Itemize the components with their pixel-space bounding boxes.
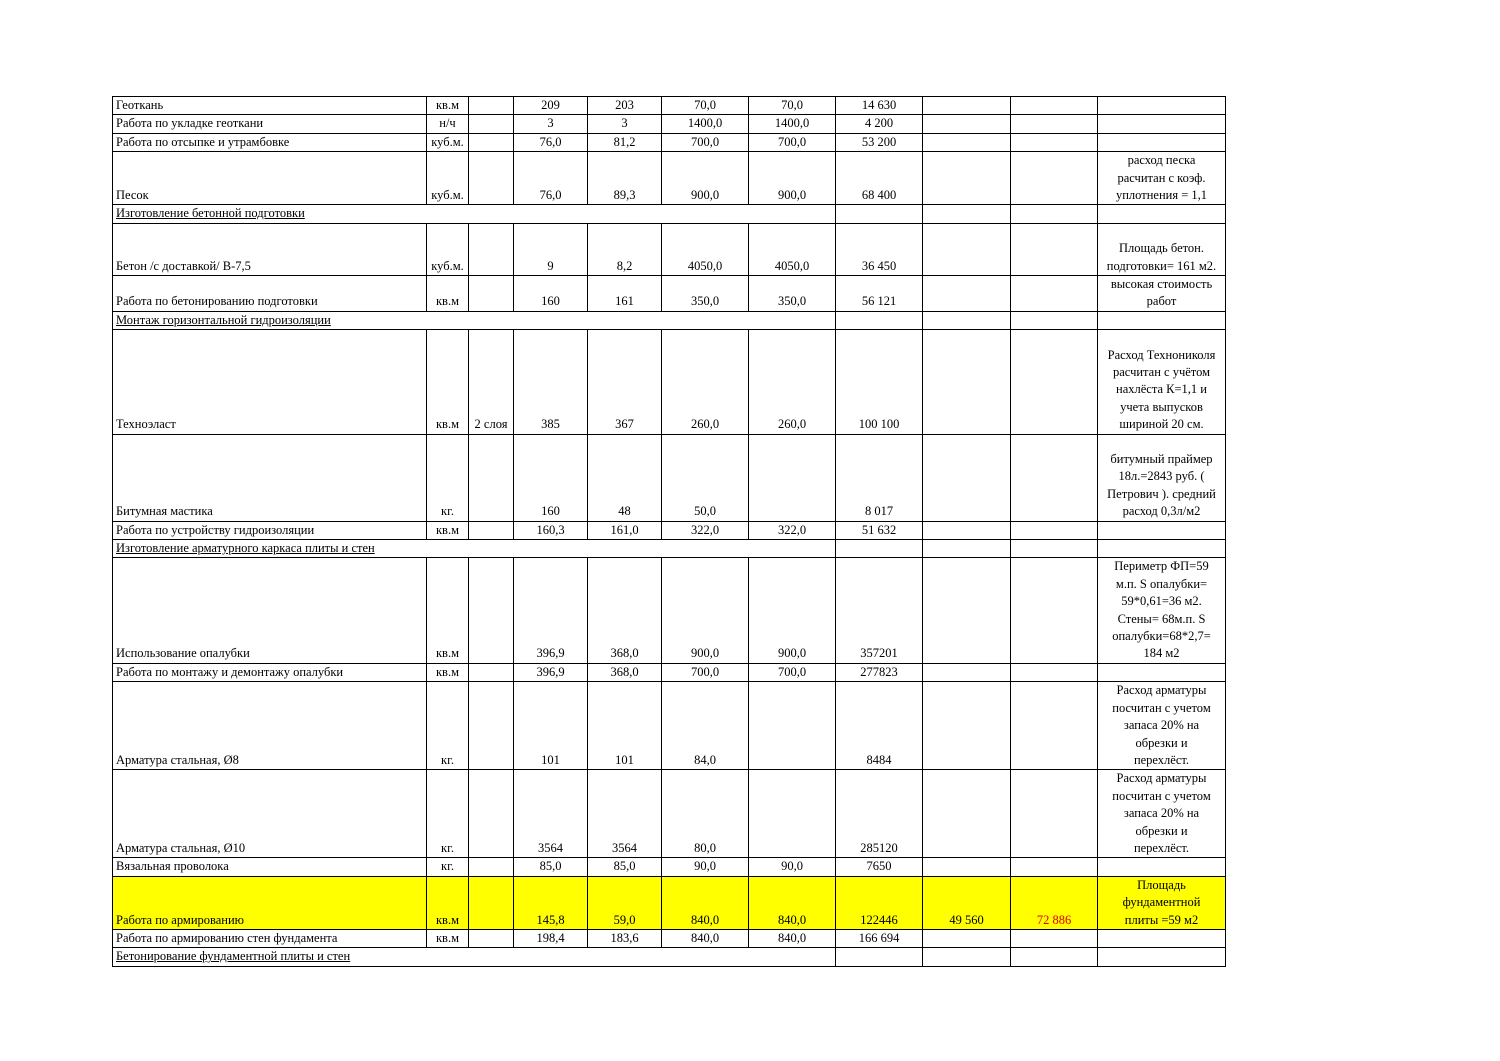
unit: кв.м <box>427 929 469 947</box>
table-row <box>113 770 1226 858</box>
quantity-actual: 183,6 <box>588 929 662 947</box>
quantity-planned: 3 <box>514 115 588 133</box>
item-name: Вязальная проволока <box>113 858 427 876</box>
subtotal-b <box>1011 311 1098 329</box>
note <box>1098 115 1226 133</box>
unit: куб.м. <box>427 152 469 205</box>
subtotal-a <box>923 663 1011 681</box>
extra-spec <box>469 770 514 858</box>
subtotal-b <box>1011 115 1098 133</box>
table-row <box>113 858 1226 876</box>
price-actual: 350,0 <box>749 276 836 312</box>
quantity-actual: 81,2 <box>588 133 662 151</box>
extra-spec <box>469 133 514 151</box>
total-cost: 8484 <box>836 682 923 770</box>
subtotal-b <box>1011 682 1098 770</box>
item-name: Работа по монтажу и демонтажу опалубки <box>113 663 427 681</box>
subtotal-b <box>1011 948 1098 966</box>
quantity-actual: 8,2 <box>588 223 662 275</box>
quantity-planned: 160,3 <box>514 521 588 539</box>
total-cost: 277823 <box>836 663 923 681</box>
note-line: обрезки и <box>1135 823 1188 838</box>
price-actual: 900,0 <box>749 152 836 205</box>
note-line: подготовки= 161 м2. <box>1106 258 1217 273</box>
total-cost: 357201 <box>836 558 923 663</box>
note <box>1098 223 1226 275</box>
subtotal-a <box>923 330 1011 434</box>
quantity-actual: 48 <box>588 434 662 521</box>
quantity-planned: 385 <box>514 330 588 434</box>
price-actual: 700,0 <box>749 133 836 151</box>
section-row <box>113 948 1226 966</box>
table-row <box>113 97 1226 115</box>
subtotal-b <box>1011 434 1098 521</box>
subtotal-a <box>923 223 1011 275</box>
item-name: Работа по устройству гидроизоляции <box>113 521 427 539</box>
note-line: Петрович ). средний <box>1107 486 1216 501</box>
unit: кв.м <box>427 876 469 929</box>
subtotal-a <box>923 311 1011 329</box>
total-cost: 285120 <box>836 770 923 858</box>
price-planned: 50,0 <box>662 434 749 521</box>
table-row <box>113 133 1226 151</box>
extra-spec <box>469 929 514 947</box>
quantity-actual: 161 <box>588 276 662 312</box>
quantity-actual: 368,0 <box>588 558 662 663</box>
note <box>1098 330 1226 434</box>
note-line: посчитан с учетом <box>1112 700 1211 715</box>
total-cost: 4 200 <box>836 115 923 133</box>
note-line: Стены= 68м.п. S <box>1117 611 1206 626</box>
note-line: плиты =59 м2 <box>1124 912 1199 927</box>
total-cost <box>836 948 923 966</box>
price-actual <box>749 682 836 770</box>
extra-spec <box>469 663 514 681</box>
item-name: Использование опалубки <box>113 558 427 663</box>
price-planned: 322,0 <box>662 521 749 539</box>
item-name: Арматура стальная, Ø8 <box>113 682 427 770</box>
quantity-planned: 198,4 <box>514 929 588 947</box>
table-row <box>113 663 1226 681</box>
note <box>1098 276 1226 312</box>
note-line: высокая стоимость <box>1110 277 1213 292</box>
table-row <box>113 682 1226 770</box>
unit: кв.м <box>427 330 469 434</box>
section-row <box>113 311 1226 329</box>
table-row <box>113 558 1226 663</box>
note-line: перехлёст. <box>1133 752 1190 767</box>
extra-spec: 2 слоя <box>469 330 514 434</box>
price-planned: 840,0 <box>662 876 749 929</box>
price-actual: 70,0 <box>749 97 836 115</box>
table-row <box>113 152 1226 205</box>
note-line: Расход арматуры <box>1116 683 1207 698</box>
note <box>1098 929 1226 947</box>
price-actual <box>749 770 836 858</box>
subtotal-a <box>923 682 1011 770</box>
note-line: фундаментной <box>1122 895 1201 910</box>
item-name: Арматура стальная, Ø10 <box>113 770 427 858</box>
total-cost <box>836 205 923 223</box>
subtotal-b <box>1011 770 1098 858</box>
total-cost: 56 121 <box>836 276 923 312</box>
subtotal-a <box>923 276 1011 312</box>
subtotal-b <box>1011 929 1098 947</box>
quantity-planned: 85,0 <box>514 858 588 876</box>
quantity-actual: 59,0 <box>588 876 662 929</box>
subtotal-a <box>923 540 1011 558</box>
subtotal-a <box>923 434 1011 521</box>
item-name: Работа по бетонированию подготовки <box>113 276 427 312</box>
note <box>1098 434 1226 521</box>
estimate-table <box>112 96 1226 967</box>
subtotal-b <box>1011 133 1098 151</box>
subtotal-b <box>1011 97 1098 115</box>
subtotal-a <box>923 152 1011 205</box>
subtotal-a <box>923 115 1011 133</box>
section-title: Монтаж горизонтальной гидроизоляции <box>113 311 836 329</box>
quantity-planned: 76,0 <box>514 133 588 151</box>
quantity-planned: 76,0 <box>514 152 588 205</box>
quantity-actual: 161,0 <box>588 521 662 539</box>
subtotal-a <box>923 97 1011 115</box>
total-cost <box>836 540 923 558</box>
table-row <box>113 521 1226 539</box>
price-planned: 350,0 <box>662 276 749 312</box>
price-actual: 4050,0 <box>749 223 836 275</box>
subtotal-a <box>923 948 1011 966</box>
price-actual: 900,0 <box>749 558 836 663</box>
item-name: Битумная мастика <box>113 434 427 521</box>
quantity-actual: 368,0 <box>588 663 662 681</box>
price-planned: 4050,0 <box>662 223 749 275</box>
unit: кв.м <box>427 663 469 681</box>
note <box>1098 97 1226 115</box>
note-line: шириной 20 см. <box>1119 417 1204 432</box>
total-cost: 166 694 <box>836 929 923 947</box>
price-planned: 1400,0 <box>662 115 749 133</box>
note-line: перехлёст. <box>1133 840 1190 855</box>
note-line: м.п. S опалубки= <box>1115 576 1208 591</box>
note <box>1098 948 1226 966</box>
note <box>1098 663 1226 681</box>
item-name: Работа по отсыпке и утрамбовке <box>113 133 427 151</box>
quantity-actual: 3564 <box>588 770 662 858</box>
subtotal-b <box>1011 223 1098 275</box>
note-line: расчитан с коэф. <box>1117 170 1206 185</box>
unit: кг. <box>427 858 469 876</box>
extra-spec <box>469 682 514 770</box>
price-planned: 70,0 <box>662 97 749 115</box>
subtotal-b <box>1011 276 1098 312</box>
note <box>1098 205 1226 223</box>
unit: кв.м <box>427 521 469 539</box>
subtotal-a <box>923 770 1011 858</box>
section-title: Изготовление бетонной подготовки <box>113 205 836 223</box>
note <box>1098 133 1226 151</box>
quantity-planned: 160 <box>514 276 588 312</box>
note-line: 184 м2 <box>1143 646 1180 661</box>
total-cost: 8 017 <box>836 434 923 521</box>
table-row <box>113 330 1226 434</box>
total-cost: 68 400 <box>836 152 923 205</box>
table-row <box>113 929 1226 947</box>
total-cost: 36 450 <box>836 223 923 275</box>
quantity-planned: 101 <box>514 682 588 770</box>
total-cost: 14 630 <box>836 97 923 115</box>
note <box>1098 858 1226 876</box>
extra-spec <box>469 276 514 312</box>
note-line: расход 0,3л/м2 <box>1122 504 1201 519</box>
subtotal-a <box>923 929 1011 947</box>
section-title: Бетонирование фундаментной плиты и стен <box>113 948 836 966</box>
total-cost: 100 100 <box>836 330 923 434</box>
note-line: Площадь бетон. <box>1119 241 1204 256</box>
total-cost: 53 200 <box>836 133 923 151</box>
quantity-planned: 396,9 <box>514 663 588 681</box>
note-line: учета выпусков <box>1120 399 1203 414</box>
extra-spec <box>469 434 514 521</box>
subtotal-b <box>1011 330 1098 434</box>
price-planned: 700,0 <box>662 663 749 681</box>
subtotal-a <box>923 205 1011 223</box>
note-line: нахлёста К=1,1 и <box>1116 382 1207 397</box>
unit: н/ч <box>427 115 469 133</box>
note-line: расчитан с учётом <box>1112 365 1211 380</box>
quantity-actual: 85,0 <box>588 858 662 876</box>
price-planned: 900,0 <box>662 558 749 663</box>
total-cost: 7650 <box>836 858 923 876</box>
quantity-actual: 203 <box>588 97 662 115</box>
item-name: Работа по армированию <box>113 876 427 929</box>
extra-spec <box>469 876 514 929</box>
extra-spec <box>469 152 514 205</box>
table-row <box>113 276 1226 312</box>
quantity-planned: 396,9 <box>514 558 588 663</box>
quantity-planned: 209 <box>514 97 588 115</box>
price-actual: 260,0 <box>749 330 836 434</box>
subtotal-b <box>1011 205 1098 223</box>
note-line: 59*0,61=36 м2. <box>1121 594 1202 609</box>
note-line: обрезки и <box>1135 735 1188 750</box>
subtotal-a <box>923 558 1011 663</box>
note <box>1098 682 1226 770</box>
item-name: Бетон /с доставкой/ В-7,5 <box>113 223 427 275</box>
subtotal-b <box>1011 558 1098 663</box>
note-line: Периметр ФП=59 <box>1114 559 1209 574</box>
quantity-actual: 101 <box>588 682 662 770</box>
item-name: Работа по укладке геоткани <box>113 115 427 133</box>
price-actual: 322,0 <box>749 521 836 539</box>
note-line: опалубки=68*2,7= <box>1112 629 1211 644</box>
note-line: Площадь <box>1137 877 1186 892</box>
note-line: запаса 20% на <box>1123 806 1200 821</box>
price-planned: 80,0 <box>662 770 749 858</box>
section-row <box>113 540 1226 558</box>
item-name: Техноэласт <box>113 330 427 434</box>
price-planned: 700,0 <box>662 133 749 151</box>
note <box>1098 152 1226 205</box>
price-planned: 900,0 <box>662 152 749 205</box>
total-cost: 51 632 <box>836 521 923 539</box>
note-line: посчитан с учетом <box>1112 788 1211 803</box>
subtotal-a <box>923 133 1011 151</box>
price-actual: 1400,0 <box>749 115 836 133</box>
subtotal-a <box>923 521 1011 539</box>
unit: кв.м <box>427 558 469 663</box>
subtotal-b <box>1011 540 1098 558</box>
price-actual: 700,0 <box>749 663 836 681</box>
subtotal-b <box>1011 663 1098 681</box>
section-row <box>113 205 1226 223</box>
quantity-actual: 367 <box>588 330 662 434</box>
unit: кв.м <box>427 276 469 312</box>
note-line: уплотнения = 1,1 <box>1115 188 1207 203</box>
extra-spec <box>469 97 514 115</box>
price-actual: 840,0 <box>749 929 836 947</box>
quantity-actual: 3 <box>588 115 662 133</box>
note-line: расход песка <box>1127 153 1196 168</box>
item-name: Работа по армированию стен фундамента <box>113 929 427 947</box>
unit: кг. <box>427 682 469 770</box>
subtotal-b: 72 886 <box>1011 876 1098 929</box>
unit: куб.м. <box>427 133 469 151</box>
note-line: запаса 20% на <box>1123 718 1200 733</box>
quantity-planned: 3564 <box>514 770 588 858</box>
extra-spec <box>469 521 514 539</box>
quantity-planned: 145,8 <box>514 876 588 929</box>
note-line: 18л.=2843 руб. ( <box>1118 469 1205 484</box>
note-line: Расход арматуры <box>1116 771 1207 786</box>
price-actual: 90,0 <box>749 858 836 876</box>
extra-spec <box>469 115 514 133</box>
note <box>1098 558 1226 663</box>
subtotal-a <box>923 858 1011 876</box>
subtotal-b <box>1011 521 1098 539</box>
total-cost: 122446 <box>836 876 923 929</box>
price-actual: 840,0 <box>749 876 836 929</box>
subtotal-b <box>1011 858 1098 876</box>
unit: кг. <box>427 770 469 858</box>
note-line: работ <box>1146 294 1177 309</box>
table-row <box>113 115 1226 133</box>
quantity-planned: 160 <box>514 434 588 521</box>
extra-spec <box>469 558 514 663</box>
unit: куб.м. <box>427 223 469 275</box>
quantity-planned: 9 <box>514 223 588 275</box>
price-actual <box>749 434 836 521</box>
unit: кг. <box>427 434 469 521</box>
price-planned: 260,0 <box>662 330 749 434</box>
note <box>1098 521 1226 539</box>
unit: кв.м <box>427 97 469 115</box>
note <box>1098 876 1226 929</box>
total-cost <box>836 311 923 329</box>
extra-spec <box>469 858 514 876</box>
subtotal-b <box>1011 152 1098 205</box>
note <box>1098 311 1226 329</box>
extra-spec <box>469 223 514 275</box>
price-planned: 84,0 <box>662 682 749 770</box>
quantity-actual: 89,3 <box>588 152 662 205</box>
section-title: Изготовление арматурного каркаса плиты и стен <box>113 540 836 558</box>
table-row <box>113 434 1226 521</box>
item-name: Геоткань <box>113 97 427 115</box>
table-row <box>113 223 1226 275</box>
note-line: битумный праймер <box>1110 452 1213 467</box>
price-planned: 90,0 <box>662 858 749 876</box>
price-planned: 840,0 <box>662 929 749 947</box>
item-name: Песок <box>113 152 427 205</box>
note-line: Расход Технониколя <box>1107 347 1216 362</box>
note <box>1098 770 1226 858</box>
table-row <box>113 876 1226 929</box>
note <box>1098 540 1226 558</box>
subtotal-a: 49 560 <box>923 876 1011 929</box>
